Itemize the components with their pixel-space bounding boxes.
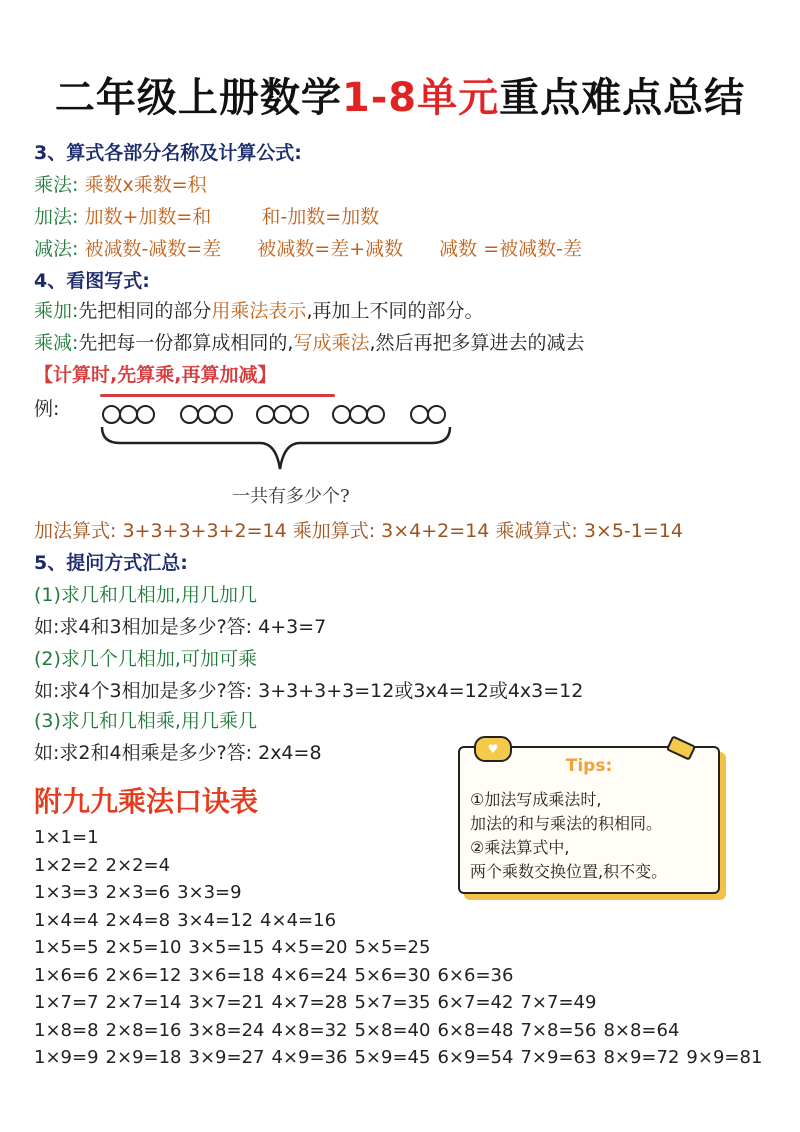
question-type-1: (1)求几和几相加,用几加几: [34, 584, 257, 606]
table-cell: 1×4=4: [34, 909, 99, 931]
table-cell: 1×7=7: [34, 992, 99, 1013]
table-cell: 7×7=49: [520, 992, 597, 1013]
table-row: [34, 826, 106, 850]
table-cell: 7×8=56: [520, 1019, 597, 1041]
multiplication-line: [34, 172, 207, 198]
table-cell: 4×5=20: [271, 937, 348, 958]
rule-text: 计算时,先算乘,再算加减: [53, 364, 258, 386]
table-cell: 5×5=25: [354, 937, 431, 958]
example-3: 如:求2和4相乘是多少?答: 2x4=8: [34, 742, 322, 764]
circle: [290, 405, 309, 424]
table-cell: 7×9=63: [520, 1047, 597, 1068]
table-cell: 3×8=24: [188, 1019, 265, 1041]
table-cell: 6×8=48: [437, 1019, 514, 1041]
rule-open-bracket: 【: [34, 364, 54, 386]
circle-group-3: [256, 405, 307, 424]
page-title: [0, 66, 800, 123]
table-row: [34, 936, 437, 960]
muladd-label: 乘加:: [34, 300, 79, 322]
mul-formula: 乘数x乘数=积: [84, 174, 207, 196]
table-cell: 3×6=18: [188, 964, 265, 986]
mulsub-text-a: 先把每一份都算成相同的,: [78, 332, 294, 354]
sub-formula-1: 被减数-减数=差: [84, 238, 222, 260]
table-cell: 2×4=8: [105, 909, 171, 931]
table-cell: 6×9=54: [437, 1047, 514, 1068]
heart-icon: ♥: [474, 736, 512, 762]
sub-label: 减法:: [34, 238, 79, 260]
table-cell: 2×7=14: [105, 992, 182, 1013]
table-cell: 1×8=8: [34, 1019, 99, 1041]
table-cell: 4×9=36: [271, 1047, 348, 1068]
table-cell: 8×9=72: [603, 1047, 680, 1068]
tips-line-2: 加法的和与乘法的积相同。: [470, 814, 663, 833]
table-cell: 3×9=27: [188, 1047, 265, 1068]
circle-group-1: [102, 405, 153, 424]
table-row: [34, 854, 177, 878]
tips-line-1: ①加法写成乘法时,: [470, 790, 602, 809]
appendix-title: 附九九乘法口诀表: [34, 785, 259, 818]
table-cell: 5×8=40: [354, 1019, 431, 1041]
rule-line: [34, 362, 276, 388]
addition-line: [34, 204, 379, 230]
muladd-text-c: ,再加上不同的部分。: [306, 300, 484, 322]
table-cell: 5×7=35: [354, 992, 431, 1013]
mulsub-text-c: ,然后再把多算进去的减去: [369, 332, 585, 354]
table-cell: 2×5=10: [105, 937, 182, 958]
table-row: [34, 991, 603, 1015]
section3-heading: 3、算式各部分名称及计算公式:: [34, 142, 302, 164]
table-cell: 5×6=30: [354, 964, 431, 986]
muladd-line: [34, 298, 483, 324]
add-label: 加法:: [34, 206, 79, 228]
table-cell: 1×5=5: [34, 937, 99, 958]
table-cell: 8×8=64: [603, 1019, 680, 1041]
table-cell: 3×3=9: [177, 882, 242, 903]
table-cell: 3×5=15: [188, 937, 265, 958]
table-cell: 4×7=28: [271, 992, 348, 1013]
table-cell: 4×4=16: [260, 909, 337, 931]
tips-line-4: 两个乘数交换位置,积不变。: [470, 862, 668, 881]
tips-title: Tips:: [565, 756, 613, 776]
table-row: [34, 1019, 686, 1043]
circle: [214, 405, 233, 424]
circle: [427, 405, 446, 424]
rule-underline: [100, 394, 335, 397]
rule-close-bracket: 】: [257, 364, 277, 386]
example-formulas: 加法算式: 3+3+3+3+2=14 乘加算式: 3×4+2=14 乘减算式: 3×5-1=14: [34, 520, 683, 542]
example-2: 如:求4个3相加是多少?答: 3+3+3+3=12或3x4=12或4x3=12: [34, 680, 584, 702]
circle-group-5: [410, 405, 444, 424]
question-type-2: (2)求几个几相加,可加可乘: [34, 648, 257, 670]
mulsub-text-b: 写成乘法: [293, 332, 370, 354]
tips-line-3: ②乘法算式中,: [470, 838, 570, 857]
table-cell: 1×3=3: [34, 882, 99, 903]
circle-group-4: [332, 405, 383, 424]
table-cell: 3×7=21: [188, 992, 265, 1013]
table-cell: 1×6=6: [34, 964, 99, 986]
table-cell: 2×2=4: [105, 854, 171, 876]
tips-box: [458, 742, 720, 894]
table-cell: 6×7=42: [437, 992, 514, 1013]
section5-heading: 5、提问方式汇总:: [34, 552, 188, 574]
muladd-text-b: 用乘法表示: [211, 300, 307, 322]
circle: [136, 405, 155, 424]
table-row: [34, 881, 249, 905]
table-cell: 6×6=36: [437, 964, 514, 986]
example-label: 例:: [34, 398, 60, 420]
subtraction-line: [34, 236, 582, 262]
table-cell: 9×9=81: [686, 1047, 763, 1068]
table-cell: 3×4=12: [177, 909, 254, 931]
title-part3: 重点难点总结: [499, 75, 746, 121]
table-cell: 1×9=9: [34, 1047, 99, 1068]
table-cell: 4×6=24: [271, 964, 348, 986]
table-row: [34, 964, 520, 988]
mul-label: 乘法:: [34, 174, 79, 196]
question-type-3: (3)求几和几相乘,用几乘几: [34, 710, 257, 732]
title-part1: 二年级上册数学: [54, 75, 342, 121]
tips-text: [470, 788, 667, 884]
section4-heading: 4、看图写式:: [34, 270, 150, 292]
table-cell: 1×1=1: [34, 827, 99, 848]
sub-formula-3: 减数 =被减数-差: [439, 238, 582, 260]
sub-formula-2: 被减数=差+减数: [257, 238, 404, 260]
table-row: [34, 909, 343, 933]
table-cell: 4×8=32: [271, 1019, 348, 1041]
add-formula-2: 和-加数=加数: [261, 206, 380, 228]
circle-group-2: [180, 405, 231, 424]
example-question: 一共有多少个?: [232, 486, 350, 507]
table-cell: 2×3=6: [105, 882, 171, 903]
table-cell: 5×9=45: [354, 1047, 431, 1068]
mulsub-label: 乘减:: [34, 332, 79, 354]
example-1: 如:求4和3相加是多少?答: 4+3=7: [34, 616, 327, 638]
curly-brace-icon: [100, 425, 452, 475]
muladd-text-a: 先把相同的部分: [78, 300, 212, 322]
table-cell: 2×8=16: [105, 1019, 182, 1041]
table-row: [34, 1046, 769, 1070]
table-cell: 2×6=12: [105, 964, 182, 986]
circle: [366, 405, 385, 424]
table-cell: 2×9=18: [105, 1047, 182, 1068]
title-part2: 1-8单元: [341, 75, 500, 121]
mulsub-line: [34, 330, 585, 356]
add-formula-1: 加数+加数=和: [84, 206, 212, 228]
table-cell: 1×2=2: [34, 854, 99, 876]
